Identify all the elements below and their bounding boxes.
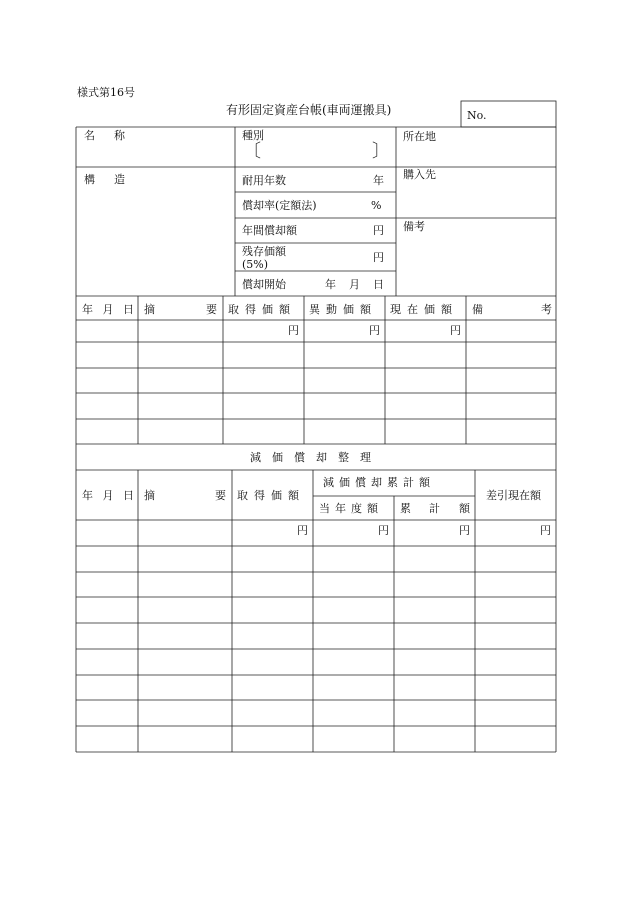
- t1-header-change: 異動価額: [309, 303, 377, 316]
- depr-start-day: 日: [373, 278, 384, 291]
- t1-header-date: 年 月 日: [82, 303, 137, 316]
- t1-yen-change: 円: [369, 324, 380, 337]
- t2-header-date: 年 月 日: [82, 489, 137, 502]
- annual-depr-unit: 円: [373, 224, 384, 237]
- location-label: 所在地: [403, 130, 436, 143]
- type-bracket-left: 〔: [243, 141, 261, 162]
- t2-header-accumulated: 減価償却累計額: [323, 476, 435, 489]
- depr-rate-unit: %: [371, 199, 382, 212]
- depr-start-year: 年: [325, 278, 336, 291]
- t2-header-cumulative-1: 累: [400, 502, 411, 515]
- residual-rate: (5%): [242, 258, 269, 271]
- section-title: 減価償却整理: [250, 451, 382, 464]
- t1-header-summary-1: 摘: [144, 303, 155, 316]
- t1-header-remarks-2: 考: [541, 303, 552, 316]
- t1-header-summary-2: 要: [206, 303, 217, 316]
- depr-start-month: 月: [349, 278, 360, 291]
- annual-depr-label: 年間償却額: [242, 224, 297, 237]
- structure-label: 構 造: [84, 173, 129, 186]
- useful-life-label: 耐用年数: [242, 174, 286, 187]
- residual-label: 残存価額: [242, 245, 286, 258]
- t1-header-acquisition: 取得価額: [228, 303, 296, 316]
- remarks-label: 備考: [403, 220, 425, 233]
- t2-header-current-year: 当年度額: [319, 502, 383, 515]
- t2-header-summary-1: 摘: [144, 489, 155, 502]
- t1-header-current: 現在価額: [390, 303, 458, 316]
- supplier-label: 購入先: [403, 168, 436, 181]
- residual-unit: 円: [373, 251, 384, 264]
- type-bracket-right: 〕: [372, 141, 390, 162]
- t2-yen-net: 円: [540, 524, 551, 537]
- t1-yen-current: 円: [450, 324, 461, 337]
- depr-start-label: 償却開始: [242, 278, 286, 291]
- useful-life-unit: 年: [373, 174, 384, 187]
- t1-header-remarks-1: 備: [472, 303, 483, 316]
- t1-yen-acquisition: 円: [288, 324, 299, 337]
- t2-header-acquisition: 取得価額: [237, 489, 305, 502]
- t2-yen-cumulative: 円: [459, 524, 470, 537]
- name-label: 名 称: [84, 129, 129, 142]
- t2-header-summary-2: 要: [215, 489, 226, 502]
- no-label: No.: [467, 109, 487, 122]
- t2-header-net: 差引現在額: [486, 489, 541, 502]
- t2-yen-current-year: 円: [378, 524, 389, 537]
- depr-rate-label: 償却率(定額法): [242, 199, 317, 212]
- t2-header-cumulative-3: 額: [459, 502, 470, 515]
- type-label: 種別: [242, 129, 264, 142]
- page-title: 有形固定資産台帳(車両運搬具): [226, 103, 392, 117]
- form-number: 様式第16号: [77, 86, 135, 99]
- t2-yen-acquisition: 円: [297, 524, 308, 537]
- t2-header-cumulative-2: 計: [429, 502, 440, 515]
